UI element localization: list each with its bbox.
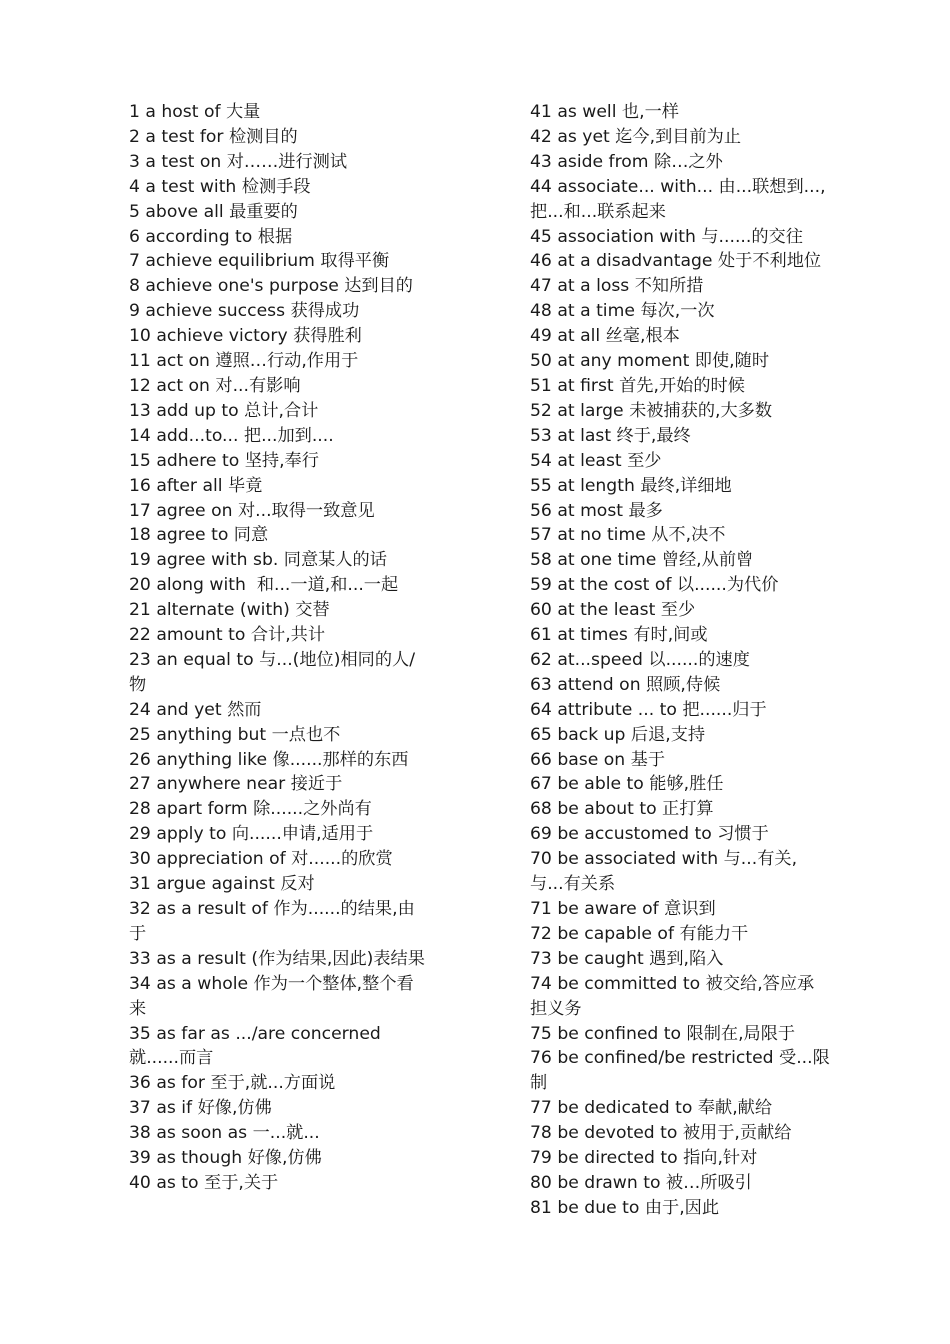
- phrase-entry: 21 alternate (with) 交替: [129, 600, 330, 621]
- phrase-entry: 44 associate... with... 由...联想到...,把...和...联系起来: [530, 176, 826, 222]
- phrase-entry: 67 be able to 能够,胜任: [530, 774, 724, 795]
- phrase-entry: 4 a test with 检测手段: [129, 176, 311, 197]
- phrase-entry: 79 be directed to 指向,针对: [530, 1148, 758, 1169]
- phrase-list-left: [129, 100, 429, 1196]
- phrase-entry: 5 above all 最重要的: [129, 201, 298, 222]
- phrase-entry: 31 argue against 反对: [129, 874, 315, 895]
- phrase-entry: 36 as for 至于,就...方面说: [129, 1073, 336, 1094]
- phrase-entry: 34 as a whole 作为一个整体,整个看来: [129, 973, 414, 1019]
- phrase-entry: 77 be dedicated to 奉献,献给: [530, 1098, 773, 1119]
- phrase-entry: 33 as a result (作为结果,因此)表结果: [129, 948, 425, 969]
- phrase-entry: 68 be about to 正打算: [530, 799, 714, 820]
- phrase-entry: 25 anything but 一点也不: [129, 724, 341, 745]
- phrase-entry: 13 add up to 总计,合计: [129, 400, 319, 421]
- phrase-list-right: [530, 100, 830, 1221]
- phrase-entry: 65 back up 后退,支持: [530, 724, 706, 745]
- phrase-entry: 49 at all 丝毫,根本: [530, 326, 680, 347]
- phrase-entry: 80 be drawn to 被…所吸引: [530, 1172, 752, 1193]
- phrase-entry: 58 at one time 曾经,从前曾: [530, 550, 754, 571]
- phrase-entry: 30 appreciation of 对......的欣赏: [129, 849, 393, 870]
- phrase-entry: 51 at first 首先,开始的时候: [530, 375, 745, 396]
- phrase-entry: 32 as a result of 作为......的结果,由于: [129, 899, 415, 944]
- phrase-entry: 63 attend on 照顾,侍候: [530, 674, 721, 695]
- phrase-entry: 76 be confined/be restricted 受...限制: [530, 1048, 830, 1094]
- phrase-entry: 39 as though 好像,仿佛: [129, 1148, 322, 1169]
- phrase-entry: 35 as far as .../are concerned 就......而言: [129, 1023, 387, 1069]
- phrase-entry: 28 apart form 除......之外尚有: [129, 799, 372, 820]
- phrase-entry: 53 at last 终于,最终: [530, 425, 691, 446]
- phrase-entry: 9 achieve success 获得成功: [129, 301, 360, 322]
- phrase-entry: 59 at the cost of 以......为代价: [530, 575, 779, 596]
- phrase-entry: 8 achieve one's purpose 达到目的: [129, 276, 413, 297]
- phrase-entry: 38 as soon as 一...就...: [129, 1123, 320, 1144]
- phrase-entry: 54 at least 至少: [530, 450, 662, 471]
- phrase-entry: 47 at a loss 不知所措: [530, 276, 704, 297]
- phrase-entry: 37 as if 好像,仿佛: [129, 1098, 272, 1119]
- phrase-entry: 12 act on 对...有影响: [129, 375, 301, 396]
- phrase-entry: 71 be aware of 意识到: [530, 899, 716, 919]
- phrase-entry: 20 along with 和...一道,和...一起: [129, 575, 399, 596]
- phrase-entry: 14 add...to... 把...加到....: [129, 425, 334, 446]
- phrase-entry: 70 be associated with 与...有关,与...有关系: [530, 849, 798, 895]
- phrase-entry: 3 a test on 对……进行测试: [129, 151, 348, 172]
- phrase-entry: 52 at large 未被捕获的,大多数: [530, 400, 773, 421]
- phrase-entry: 11 act on 遵照…行动,作用于: [129, 351, 359, 372]
- phrase-entry: 22 amount to 合计,共计: [129, 625, 326, 646]
- phrase-entry: 10 achieve victory 获得胜利: [129, 326, 362, 347]
- phrase-entry: 62 at...speed 以......的速度: [530, 649, 750, 670]
- phrase-entry: 64 attribute ... to 把......归于: [530, 699, 767, 720]
- phrase-entry: 66 base on 基于: [530, 749, 666, 770]
- phrase-entry: 43 aside from 除…之外: [530, 151, 723, 172]
- phrase-entry: 29 apply to 向......申请,适用于: [129, 824, 374, 845]
- phrase-entry: 19 agree with sb. 同意某人的话: [129, 550, 387, 571]
- phrase-entry: 61 at times 有时,间或: [530, 625, 708, 646]
- phrase-entry: 26 anything like 像......那样的东西: [129, 749, 409, 770]
- phrase-entry: 72 be capable of 有能力干: [530, 923, 749, 944]
- phrase-entry: 73 be caught 遇到,陷入: [530, 948, 724, 969]
- phrase-entry: 27 anywhere near 接近于: [129, 774, 343, 795]
- phrase-entry: 18 agree to 同意: [129, 525, 269, 546]
- phrase-entry: 15 adhere to 坚持,奉行: [129, 450, 319, 471]
- phrase-entry: 42 as yet 迄今,到目前为止: [530, 126, 742, 147]
- phrase-entry: 2 a test for 检测目的: [129, 126, 298, 147]
- phrase-entry: 16 after all 毕竟: [129, 475, 263, 496]
- phrase-entry: 46 at a disadvantage 处于不利地位: [530, 251, 822, 272]
- phrase-entry: 41 as well 也,一样: [530, 102, 679, 122]
- phrase-entry: 1 a host of 大量: [129, 102, 261, 122]
- phrase-entry: 24 and yet 然而: [129, 699, 262, 720]
- phrase-entry: 7 achieve equilibrium 取得平衡: [129, 251, 390, 272]
- phrase-entry: 81 be due to 由于,因此: [530, 1197, 720, 1218]
- phrase-entry: 57 at no time 从不,决不: [530, 525, 726, 546]
- phrase-entry: 74 be committed to 被交给,答应承担义务: [530, 973, 815, 1019]
- phrase-entry: 75 be confined to 限制在,局限于: [530, 1023, 796, 1044]
- phrase-entry: 48 at a time 每次,一次: [530, 301, 715, 322]
- phrase-entry: 23 an equal to 与...(地位)相同的人/物: [129, 649, 415, 695]
- phrase-entry: 6 according to 根据: [129, 226, 293, 247]
- phrase-entry: 50 at any moment 即使,随时: [530, 351, 770, 372]
- phrase-entry: 69 be accustomed to 习惯于: [530, 824, 769, 845]
- phrase-entry: 45 association with 与......的交往: [530, 226, 803, 247]
- phrase-entry: 60 at the least 至少: [530, 600, 696, 621]
- phrase-entry: 55 at length 最终,详细地: [530, 475, 732, 496]
- phrase-entry: 17 agree on 对...取得一致意见: [129, 500, 375, 521]
- phrase-entry: 40 as to 至于,关于: [129, 1172, 279, 1193]
- phrase-entry: 78 be devoted to 被用于,贡献给: [530, 1123, 792, 1144]
- phrase-entry: 56 at most 最多: [530, 500, 663, 521]
